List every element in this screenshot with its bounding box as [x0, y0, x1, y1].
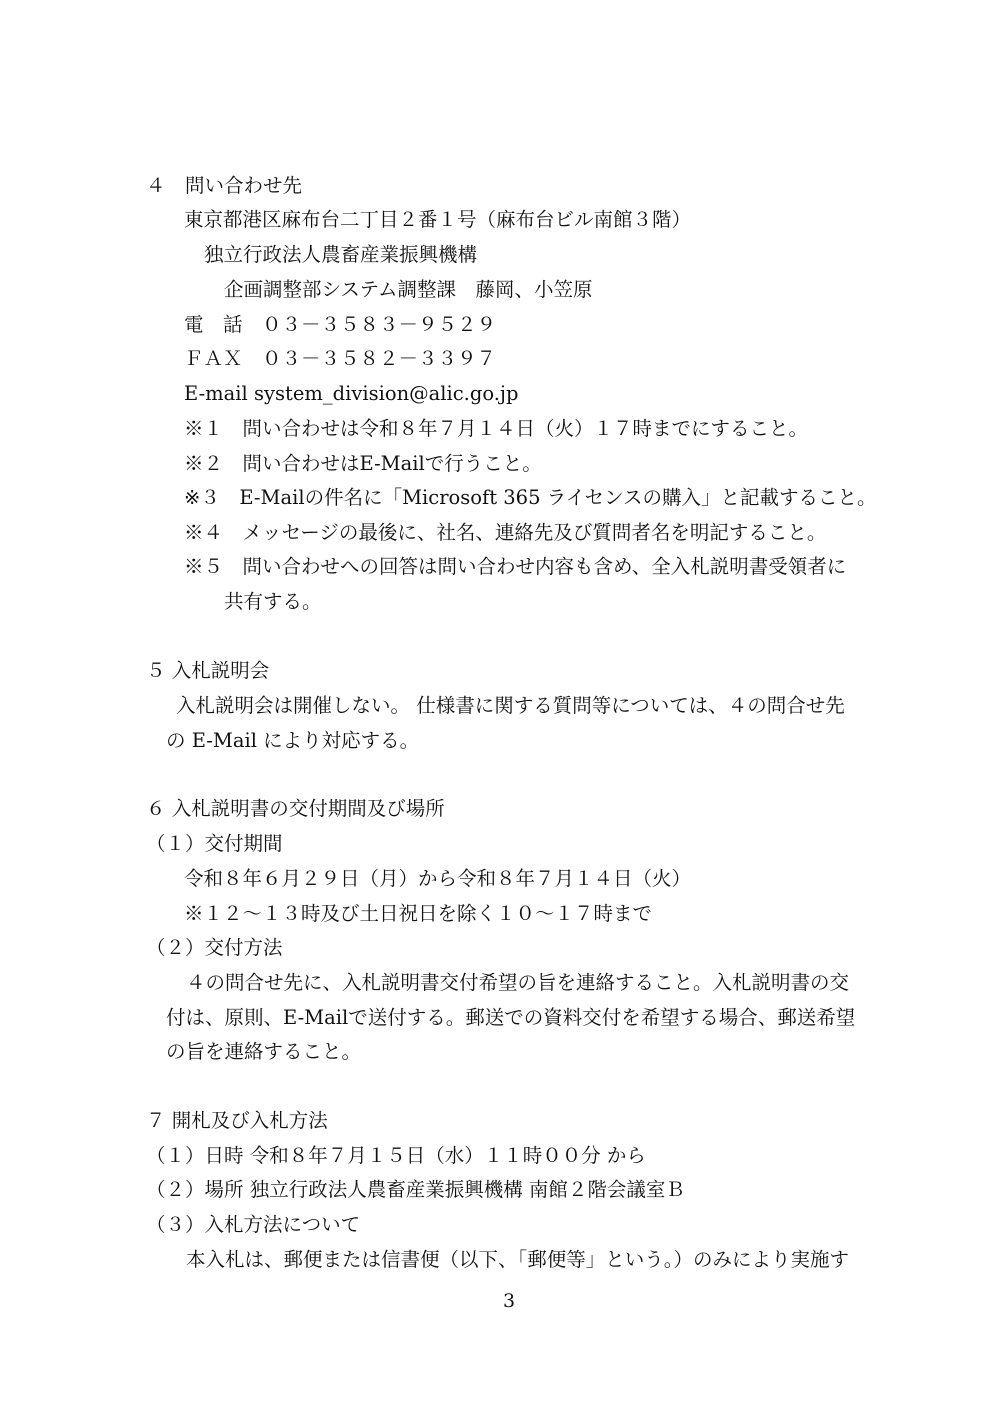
contact-organization: 独立行政法人農畜産業振興機構 [204, 243, 478, 266]
note-1: ※１ 問い合わせは令和８年７月１４日（火）１７時までにすること。 [184, 417, 809, 440]
section7-heading: ７ 開札及び入札方法 [146, 1109, 328, 1132]
issuance-method-line1: ４の問合せ先に、入札説明書交付希望の旨を連絡すること。入札説明書の交 [186, 971, 850, 994]
note-5: ※５ 問い合わせへの回答は問い合わせ内容も含め、全入札説明書受領者に [184, 555, 847, 578]
section5-body-line1: 入札説明会は開催しない。 仕様書に関する質問等については、４の問合せ先 [176, 694, 845, 717]
section6-sub2: （２）交付方法 [146, 936, 283, 959]
section7-item1: （１）日時 令和８年７月１５日（水）１１時００分 から [146, 1144, 646, 1167]
contact-department: 企画調整部システム調整課 藤岡、小笠原 [224, 278, 593, 301]
section6-heading: ６ 入札説明書の交付期間及び場所 [146, 797, 445, 820]
note-5-continuation: 共有する。 [224, 590, 322, 613]
section7-item3: （３）入札方法について [146, 1213, 361, 1236]
issuance-period-note: ※１２～１３時及び土日祝日を除く１０～１７時まで [184, 902, 653, 925]
section7-body: 本入札は、郵便または信書便（以下、「郵便等」という。）のみにより実施す [186, 1248, 850, 1271]
issuance-method-line3: の旨を連絡すること。 [166, 1040, 362, 1063]
note-4: ※４ メッセージの最後に、社名、連絡先及び質問者名を明記すること。 [184, 521, 827, 544]
contact-address: 東京都港区麻布台二丁目２番１号（麻布台ビル南館３階） [184, 208, 692, 231]
contact-telephone: 電 話 ０３－３５８３－９５２９ [184, 313, 497, 336]
note-3: ※３ E-Mailの件名に「Microsoft 365 ライセンスの購入」と記載すること。 [184, 486, 877, 509]
note-2: ※２ 問い合わせはE-Mailで行うこと。 [184, 452, 542, 475]
contact-email: E-mail system_division@alic.go.jp [184, 382, 519, 405]
section6-sub1: （１）交付期間 [146, 832, 283, 855]
issuance-period: 令和８年６月２９日（月）から令和８年７月１４日（火） [184, 867, 692, 890]
page-number: 3 [503, 1290, 516, 1312]
section5-body-line2: の E-Mail により対応する。 [166, 729, 420, 752]
section5-heading: ５ 入札説明会 [146, 659, 270, 682]
section4-heading: ４ 問い合わせ先 [146, 174, 303, 197]
section7-item2: （２）場所 独立行政法人農畜産業振興機構 南館２階会議室Ｂ [146, 1178, 685, 1201]
issuance-method-line2: 付は、原則、E-Mailで送付する。郵送での資料交付を希望する場合、郵送希望 [166, 1006, 856, 1029]
contact-fax: ＦＡＸ ０３－３５８２－３３９７ [184, 347, 497, 370]
